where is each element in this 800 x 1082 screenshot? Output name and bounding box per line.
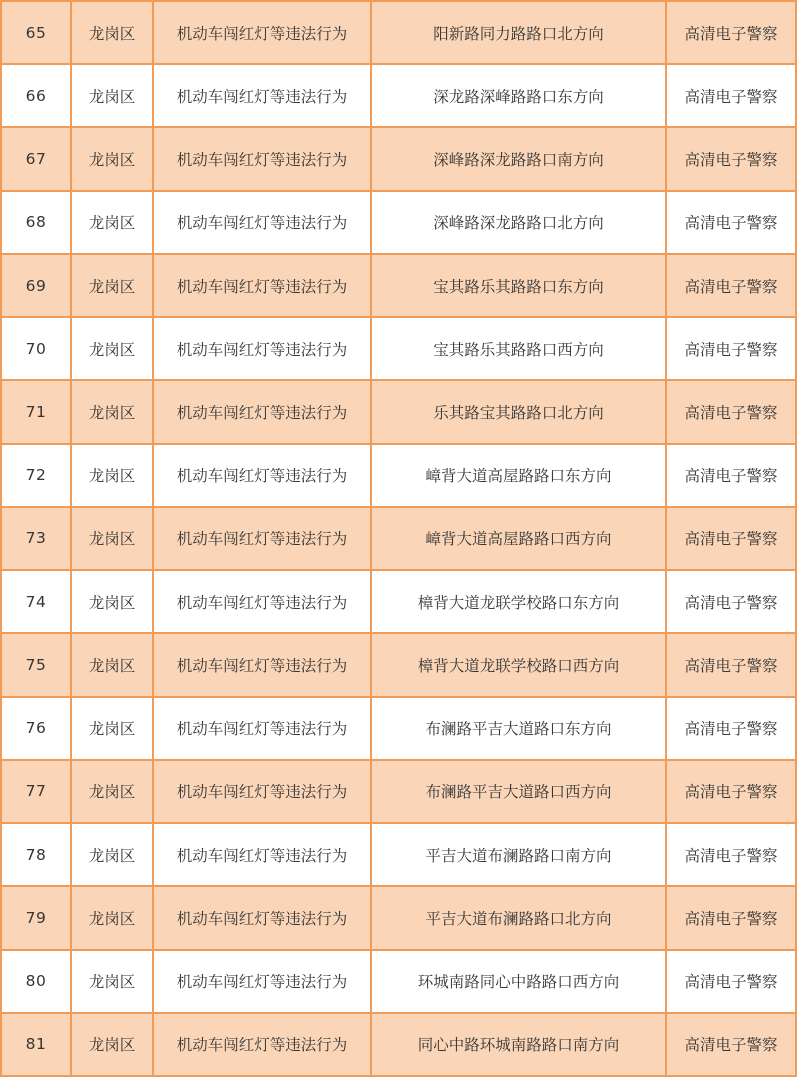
district-cell: 龙岗区 xyxy=(71,570,153,633)
device-type-cell: 高清电子警察 xyxy=(666,127,796,190)
district-cell: 龙岗区 xyxy=(71,254,153,317)
table-row xyxy=(1,254,796,317)
device-type-cell: 高清电子警察 xyxy=(666,64,796,127)
row-number-cell: 65 xyxy=(1,1,71,64)
table-row xyxy=(1,886,796,949)
row-number-cell: 77 xyxy=(1,760,71,823)
row-number-cell: 72 xyxy=(1,444,71,507)
violation-type-cell: 机动车闯红灯等违法行为 xyxy=(153,697,371,760)
district-cell: 龙岗区 xyxy=(71,886,153,949)
district-cell: 龙岗区 xyxy=(71,1,153,64)
table-row xyxy=(1,570,796,633)
location-cell: 樟背大道龙联学校路口西方向 xyxy=(371,633,666,696)
row-number-cell: 79 xyxy=(1,886,71,949)
device-type-cell: 高清电子警察 xyxy=(666,1,796,64)
device-type-cell: 高清电子警察 xyxy=(666,697,796,760)
violation-type-cell: 机动车闯红灯等违法行为 xyxy=(153,1,371,64)
violation-type-cell: 机动车闯红灯等违法行为 xyxy=(153,570,371,633)
row-number-cell: 80 xyxy=(1,950,71,1013)
violation-type-cell: 机动车闯红灯等违法行为 xyxy=(153,1013,371,1076)
violation-type-cell: 机动车闯红灯等违法行为 xyxy=(153,254,371,317)
violation-type-cell: 机动车闯红灯等违法行为 xyxy=(153,760,371,823)
location-cell: 宝其路乐其路路口西方向 xyxy=(371,317,666,380)
table-body xyxy=(1,1,796,1076)
location-cell: 深龙路深峰路路口东方向 xyxy=(371,64,666,127)
violation-type-cell: 机动车闯红灯等违法行为 xyxy=(153,886,371,949)
district-cell: 龙岗区 xyxy=(71,823,153,886)
violation-type-cell: 机动车闯红灯等违法行为 xyxy=(153,317,371,380)
violation-type-cell: 机动车闯红灯等违法行为 xyxy=(153,507,371,570)
table-row xyxy=(1,380,796,443)
device-type-cell: 高清电子警察 xyxy=(666,633,796,696)
district-cell: 龙岗区 xyxy=(71,1013,153,1076)
table-row xyxy=(1,317,796,380)
table-row xyxy=(1,823,796,886)
violation-type-cell: 机动车闯红灯等违法行为 xyxy=(153,380,371,443)
location-cell: 同心中路环城南路路口南方向 xyxy=(371,1013,666,1076)
violation-type-cell: 机动车闯红灯等违法行为 xyxy=(153,950,371,1013)
district-cell: 龙岗区 xyxy=(71,697,153,760)
location-cell: 环城南路同心中路路口西方向 xyxy=(371,950,666,1013)
table-row xyxy=(1,1,796,64)
table-row xyxy=(1,950,796,1013)
location-cell: 布澜路平吉大道路口西方向 xyxy=(371,760,666,823)
table-row xyxy=(1,507,796,570)
location-cell: 嶂背大道高屋路路口西方向 xyxy=(371,507,666,570)
table-row xyxy=(1,697,796,760)
district-cell: 龙岗区 xyxy=(71,317,153,380)
location-cell: 乐其路宝其路路口北方向 xyxy=(371,380,666,443)
location-cell: 嶂背大道高屋路路口东方向 xyxy=(371,444,666,507)
table-row xyxy=(1,633,796,696)
row-number-cell: 78 xyxy=(1,823,71,886)
location-cell: 布澜路平吉大道路口东方向 xyxy=(371,697,666,760)
table-row xyxy=(1,760,796,823)
district-cell: 龙岗区 xyxy=(71,950,153,1013)
district-cell: 龙岗区 xyxy=(71,507,153,570)
row-number-cell: 76 xyxy=(1,697,71,760)
violation-type-cell: 机动车闯红灯等违法行为 xyxy=(153,127,371,190)
device-type-cell: 高清电子警察 xyxy=(666,760,796,823)
row-number-cell: 81 xyxy=(1,1013,71,1076)
device-type-cell: 高清电子警察 xyxy=(666,507,796,570)
row-number-cell: 75 xyxy=(1,633,71,696)
district-cell: 龙岗区 xyxy=(71,127,153,190)
device-type-cell: 高清电子警察 xyxy=(666,886,796,949)
table-row xyxy=(1,444,796,507)
location-cell: 樟背大道龙联学校路口东方向 xyxy=(371,570,666,633)
location-cell: 深峰路深龙路路口南方向 xyxy=(371,127,666,190)
row-number-cell: 67 xyxy=(1,127,71,190)
device-type-cell: 高清电子警察 xyxy=(666,570,796,633)
device-type-cell: 高清电子警察 xyxy=(666,823,796,886)
table-row xyxy=(1,64,796,127)
row-number-cell: 74 xyxy=(1,570,71,633)
location-cell: 深峰路深龙路路口北方向 xyxy=(371,191,666,254)
location-cell: 宝其路乐其路路口东方向 xyxy=(371,254,666,317)
district-cell: 龙岗区 xyxy=(71,380,153,443)
district-cell: 龙岗区 xyxy=(71,444,153,507)
violation-type-cell: 机动车闯红灯等违法行为 xyxy=(153,633,371,696)
location-cell: 阳新路同力路路口北方向 xyxy=(371,1,666,64)
table-row xyxy=(1,191,796,254)
table-row xyxy=(1,127,796,190)
device-type-cell: 高清电子警察 xyxy=(666,1013,796,1076)
violation-type-cell: 机动车闯红灯等违法行为 xyxy=(153,191,371,254)
violation-type-cell: 机动车闯红灯等违法行为 xyxy=(153,823,371,886)
device-type-cell: 高清电子警察 xyxy=(666,317,796,380)
location-cell: 平吉大道布澜路路口北方向 xyxy=(371,886,666,949)
row-number-cell: 71 xyxy=(1,380,71,443)
table-row xyxy=(1,1013,796,1076)
district-cell: 龙岗区 xyxy=(71,760,153,823)
device-type-cell: 高清电子警察 xyxy=(666,444,796,507)
row-number-cell: 66 xyxy=(1,64,71,127)
violation-type-cell: 机动车闯红灯等违法行为 xyxy=(153,64,371,127)
violation-type-cell: 机动车闯红灯等违法行为 xyxy=(153,444,371,507)
district-cell: 龙岗区 xyxy=(71,64,153,127)
device-type-cell: 高清电子警察 xyxy=(666,950,796,1013)
district-cell: 龙岗区 xyxy=(71,191,153,254)
row-number-cell: 68 xyxy=(1,191,71,254)
location-cell: 平吉大道布澜路路口南方向 xyxy=(371,823,666,886)
device-type-cell: 高清电子警察 xyxy=(666,254,796,317)
device-type-cell: 高清电子警察 xyxy=(666,380,796,443)
device-type-cell: 高清电子警察 xyxy=(666,191,796,254)
row-number-cell: 70 xyxy=(1,317,71,380)
row-number-cell: 73 xyxy=(1,507,71,570)
district-cell: 龙岗区 xyxy=(71,633,153,696)
row-number-cell: 69 xyxy=(1,254,71,317)
